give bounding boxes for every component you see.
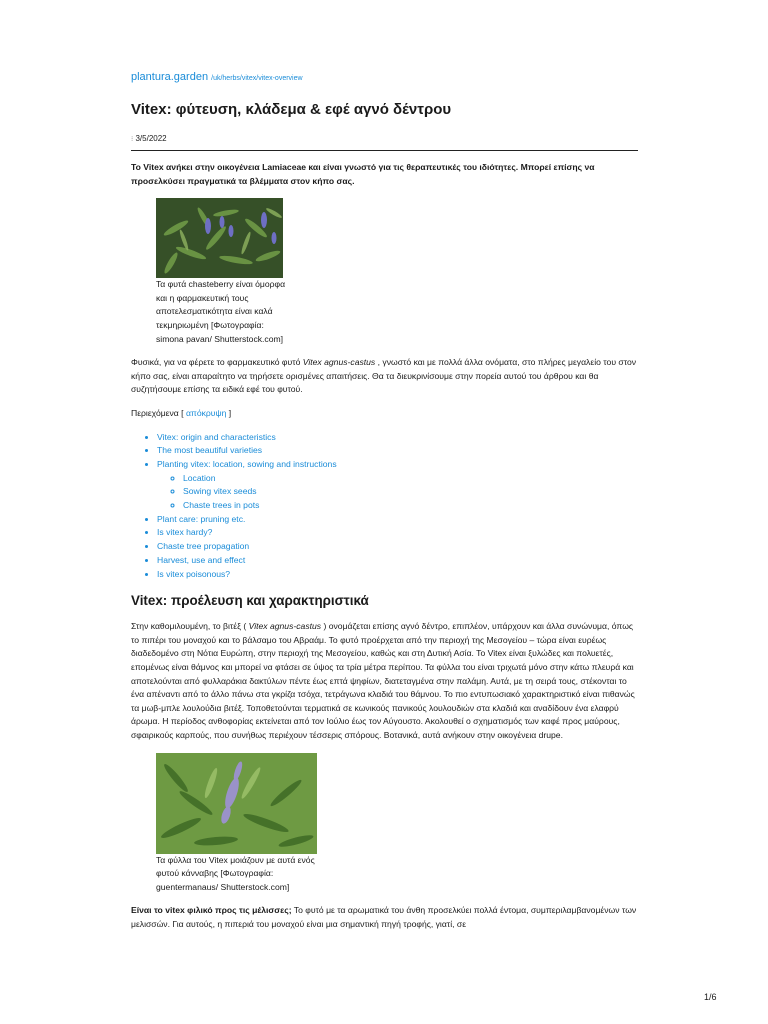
source-line — [131, 70, 638, 86]
title-divider — [131, 150, 638, 151]
figure-chasteberry — [156, 198, 638, 346]
section-heading: Vitex: προέλευση και χαρακτηριστικά — [131, 593, 369, 609]
body-paragraph: Φυσικά, για να φέρετε το φαρμακευτικό φυτό Vitex agnus-castus , γνωστό και με πολλά άλλα ονόματα, στο πλήρες μεγαλείο του στον κήπο σας, είναι απαραίτητο να τηρήσετε ορισμένες απαιτήσεις. Θα τα διευκρινίσουμε στην πορεία αυτού του άρθρου και θα συζητήσουμε επίσης τα ειδικά εφέ του φυτού. — [131, 357, 637, 395]
toc-item[interactable]: • The most beautiful varieties — [157, 444, 638, 458]
article — [131, 70, 638, 932]
toc-subitem[interactable]: ◦ Chaste trees in pots — [183, 499, 638, 513]
date-marker: ⁝ — [131, 136, 134, 143]
date-line — [131, 134, 638, 145]
toc-item[interactable]: • Planting vitex: location, sowing and instructions ◦ Location ◦ Sowing vitex seeds ◦ Chaste trees in pots — [157, 458, 638, 513]
page-number: 1/6 — [704, 992, 717, 1002]
toc-subitem[interactable]: ◦ Sowing vitex seeds — [183, 485, 638, 499]
chasteberry-photo — [156, 198, 283, 278]
figure-caption: Τα φυτά chasteberry είναι όμορφα και η φαρμακευτική τους αποτελεσματικότητα είναι καλά τεκμηριωμένη [Φωτογραφία: simona pavan/ Shutterstock.com] — [156, 279, 286, 344]
toc-subitem[interactable]: ◦ Location — [183, 472, 638, 486]
intro-paragraph: Το Vitex ανήκει στην οικογένεια Lamiaceae και είναι γνωστό για τις θεραπευτικές του ιδιότητες. Μπορεί επίσης να προσελκύσει πραγματικά τα βλέμματα στον κήπο σας. — [131, 162, 595, 186]
toc-sublist — [157, 472, 638, 513]
toc-item[interactable]: • Is vitex poisonous? — [157, 568, 638, 582]
toc-item[interactable]: • Chaste tree propagation — [157, 540, 638, 554]
section-paragraph: Στην καθομιλουμένη, το βιτέξ ( Vitex agnus-castus ) ονομάζεται επίσης αγνό δέντρο, επιπλέον, υπάρχουν και άλλα συνώνυμα, όπως το πιπέρι του μοναχού και το βάλσαμο του Αβραάμ. Το φυτό προέρχεται από την περιοχή της Μεσογείου – τώρα είναι ευρέως διαδεδομένο στη Νότια Ευρώπη, στην περιοχή της Μεσογείου, καθώς και στη Δυτική Ασία. Το Vitex είναι ξυλώδες και πολυετές, επομένως είναι θάμνος και μπορεί να φτάσει σε ύψος τα τρία μέτρα περίπου. Τα φύλλα του είναι τριχωτά μόνο στην κάτω πλευρά και αποτελούνται από φυλλαράκια δακτύλων πέντε έως επτά ψηφίων, διατεταγμένα στην παλάμη. Αυτά, με τη σειρά τους, στέκονται το ένα απέναντι από το άλλο πάνω στα γκρίζα τσόχα, τετράγωνα κλαδιά του θάμνου. Το πιο εντυπωσιακό χαρακτηριστικό είναι πιθανώς τα μωβ-μπλε λουλούδια βιτέξ. Τοποθετούνται τερματικά σε κωνικούς πανικούς λουλουδιών στα κλαδιά και αναδίδουν ένα ελαφρύ άρωμα. Η περίοδος ανθοφορίας εκτείνεται από τον Ιούλιο έως τον Αύγουστο. Ακολουθεί ο σχηματισμός των καφέ προς μαύρους, σφαιρικούς καρπούς, που συνήθως περιέχουν τέσσερις σπόρους. Βοτανικά, αυτά ανήκουν στην οικογένεια drupe. — [131, 621, 635, 741]
toc-hide-link[interactable]: απόκρυψη — [185, 407, 227, 418]
figure-vitex-leaves — [156, 753, 638, 895]
source-site-link[interactable]: plantura.garden — [131, 71, 209, 83]
figure-caption: Τα φύλλα του Vitex μοιάζουν με αυτά ενός φυτού κάνναβης [Φωτογραφία: guentermanaus/ Shutterstock.com] — [156, 854, 315, 892]
toc-header: Περιεχόμενα [ απόκρυψη ] — [131, 407, 232, 418]
toc-list — [131, 431, 638, 582]
vitex-leaves-photo — [156, 753, 317, 854]
bees-paragraph: Είναι το vitex φιλικό προς τις μέλισσες; Το φυτό με τα αρωματικά του άνθη προσελκύει πολλά έντομα, συμπεριλαμβανομένων των μελισσών. Για αυτούς, η πιπεριά του μοναχού είναι μια σημαντική πηγή τροφής, γιατί, σε — [131, 905, 637, 929]
toc-item[interactable]: • Plant care: pruning etc. — [157, 513, 638, 527]
publish-date: 3/5/2022 — [135, 134, 167, 143]
page-title: Vitex: φύτευση, κλάδεμα & εφέ αγνό δέντρου — [131, 101, 452, 118]
toc-item[interactable]: • Vitex: origin and characteristics — [157, 431, 638, 445]
toc-item[interactable]: • Harvest, use and effect — [157, 554, 638, 568]
toc-item[interactable]: • Is vitex hardy? — [157, 526, 638, 540]
source-path-link[interactable]: /uk/herbs/vitex/vitex-overview — [211, 75, 303, 82]
